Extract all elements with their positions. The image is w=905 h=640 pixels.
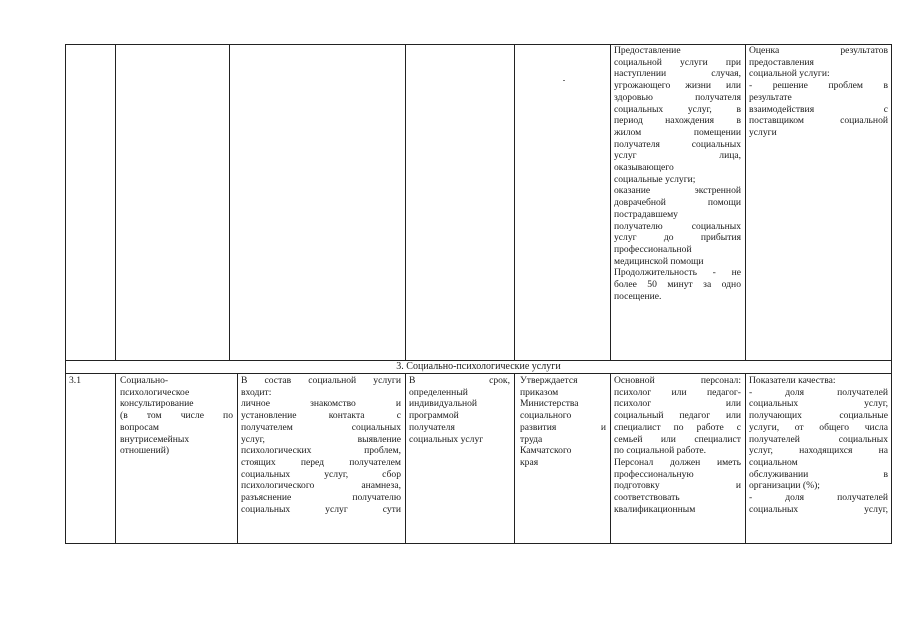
text-line: жилом помещении xyxy=(614,126,741,138)
text-line: входит: xyxy=(241,386,272,398)
text-line: края xyxy=(520,456,539,468)
text-line: - решение проблем в xyxy=(749,80,888,92)
text-line: организации (%); xyxy=(749,480,820,492)
section-header: 3. Социально-психологические услуги xyxy=(396,361,561,372)
text-line: получателя xyxy=(409,421,455,433)
col-border-1 xyxy=(115,44,116,360)
text-line: социальные услуги; xyxy=(614,173,696,185)
text-line: психологическое xyxy=(120,386,190,398)
text-line: получающих социальные xyxy=(749,410,888,422)
text-line: услуг, выявление xyxy=(241,433,401,445)
text-line: по социальной работе. xyxy=(614,445,707,457)
text-line: Оценка результатов xyxy=(749,45,888,56)
text-line: Камчатского xyxy=(520,445,572,457)
text-line: соответствовать xyxy=(614,492,680,504)
col-border-0 xyxy=(65,44,66,544)
cell-service-description xyxy=(241,375,401,541)
text-line: получателем социальных xyxy=(241,421,401,433)
text-line: услуг лица, xyxy=(614,150,741,162)
text-line: В срок, xyxy=(409,375,510,386)
text-line: Утверждается xyxy=(520,375,578,386)
text-line: (в том числе по xyxy=(120,410,233,422)
text-line: Предоставление xyxy=(614,45,681,56)
text-line: получателей социальных xyxy=(749,433,888,445)
text-line: развития и xyxy=(520,421,606,433)
text-line: поставщиком социальной xyxy=(749,115,888,127)
text-line: посещение. xyxy=(614,290,662,302)
text-line: период нахождения в xyxy=(614,115,741,127)
text-line: психологического анамнеза, xyxy=(241,480,401,492)
text-line: результате xyxy=(749,91,792,103)
text-line: - доля получателей xyxy=(749,492,888,504)
text-line: вопросам xyxy=(120,421,159,433)
text-line: наступлении случая, xyxy=(614,68,741,80)
table-bottom-border xyxy=(65,543,892,544)
row31-border-4 xyxy=(514,373,515,544)
cell-quality-indicators-31 xyxy=(749,375,888,541)
text-line: взаимодействия с xyxy=(749,103,888,115)
col-border-6 xyxy=(745,44,746,360)
cell-quality-indicators-top xyxy=(749,45,888,359)
text-line: Социально- xyxy=(120,375,169,386)
text-line: социальных услуг, xyxy=(749,398,888,410)
text-line: услуг до прибытия xyxy=(614,232,741,244)
col-border-4 xyxy=(514,44,515,360)
text-line: получателя социальных xyxy=(614,138,741,150)
text-line: более 50 минут за одно xyxy=(614,279,741,291)
cell-provision-conditions xyxy=(614,45,741,359)
text-line: социальных услуг, в xyxy=(614,103,741,115)
cell-service-name xyxy=(120,375,233,541)
text-line: Министерства xyxy=(520,398,579,410)
text-line: отношений) xyxy=(120,445,170,457)
cell-row-number xyxy=(69,375,113,541)
text-line: социальных услуг, сбор xyxy=(241,468,401,480)
text-line: определенный xyxy=(409,386,468,398)
row-number: 3.1 xyxy=(69,375,81,386)
text-line: специалист по работе с xyxy=(614,421,741,433)
text-line: пострадавшему xyxy=(614,208,678,220)
text-line: социальной услуги при xyxy=(614,56,741,68)
text-line: получателю социальных xyxy=(614,220,741,232)
text-line: установление контакта с xyxy=(241,410,401,422)
text-line: Показатели качества: xyxy=(749,375,836,386)
text-line: семьей или специалист xyxy=(614,433,741,445)
text-line: Основной персонал: xyxy=(614,375,741,386)
text-line: профессиональной xyxy=(614,243,692,255)
col-border-3 xyxy=(405,44,406,360)
text-line: социальной услуги: xyxy=(749,68,830,80)
text-line: стоящих перед получателем xyxy=(241,456,401,468)
row31-border-1 xyxy=(115,373,116,544)
text-line: индивидуальной xyxy=(409,398,478,410)
text-line: услуги, от общего числа xyxy=(749,421,888,433)
col-border-7 xyxy=(891,44,892,544)
text-line: труда xyxy=(520,433,543,445)
text-line: социальный педагог или xyxy=(614,410,741,422)
cell-tariff xyxy=(520,375,606,541)
cell-service-term xyxy=(409,375,510,541)
text-line: медицинской помощи xyxy=(614,255,704,267)
text-line: внутрисемейных xyxy=(120,433,190,445)
text-line: - доля получателей xyxy=(749,386,888,398)
text-line: социального xyxy=(520,410,572,422)
text-line: приказом xyxy=(520,386,559,398)
text-line: здоровью получателя xyxy=(614,91,741,103)
text-line: услуги xyxy=(749,126,777,138)
text-line: личное знакомство и xyxy=(241,398,401,410)
text-line: социальных услуг сути xyxy=(241,503,401,515)
row31-border-2 xyxy=(237,373,238,544)
text-line: Персонал должен иметь xyxy=(614,456,741,468)
text-line: психолог или xyxy=(614,398,741,410)
text-line: психолог или педагог- xyxy=(614,386,741,398)
text-line: разъяснение получателю xyxy=(241,492,401,504)
text-line: подготовку и xyxy=(614,480,741,492)
text-line: обслуживании в xyxy=(749,468,888,480)
text-line: доврачебной помощи xyxy=(614,197,741,209)
section-bottom-border xyxy=(65,373,892,374)
text-line: В состав социальной услуги xyxy=(241,375,401,386)
col-border-5 xyxy=(610,44,611,360)
text-line: угрожающего жизни или xyxy=(614,80,741,92)
text-line: социальных услуг, xyxy=(749,503,888,515)
text-line: профессиональную xyxy=(614,468,694,480)
scan-speck xyxy=(563,80,565,81)
row31-border-3 xyxy=(405,373,406,544)
text-line: социальных услуг xyxy=(409,433,484,445)
text-line: оказывающего xyxy=(614,162,674,174)
text-line: психологических проблем, xyxy=(241,445,401,457)
text-line: квалификационным xyxy=(614,503,696,515)
services-table xyxy=(65,44,892,545)
text-line: социальном xyxy=(749,456,798,468)
text-line: оказание экстренной xyxy=(614,185,741,197)
text-line: услуг, находящихся на xyxy=(749,445,888,457)
col-border-2 xyxy=(229,44,230,360)
text-line: программой xyxy=(409,410,459,422)
cell-provision-conditions-31 xyxy=(614,375,741,541)
text-line: консультирование xyxy=(120,398,194,410)
text-line: Продолжительность - не xyxy=(614,267,741,279)
row31-border-5 xyxy=(610,373,611,544)
text-line: предоставления xyxy=(749,56,814,68)
row31-border-6 xyxy=(745,373,746,544)
